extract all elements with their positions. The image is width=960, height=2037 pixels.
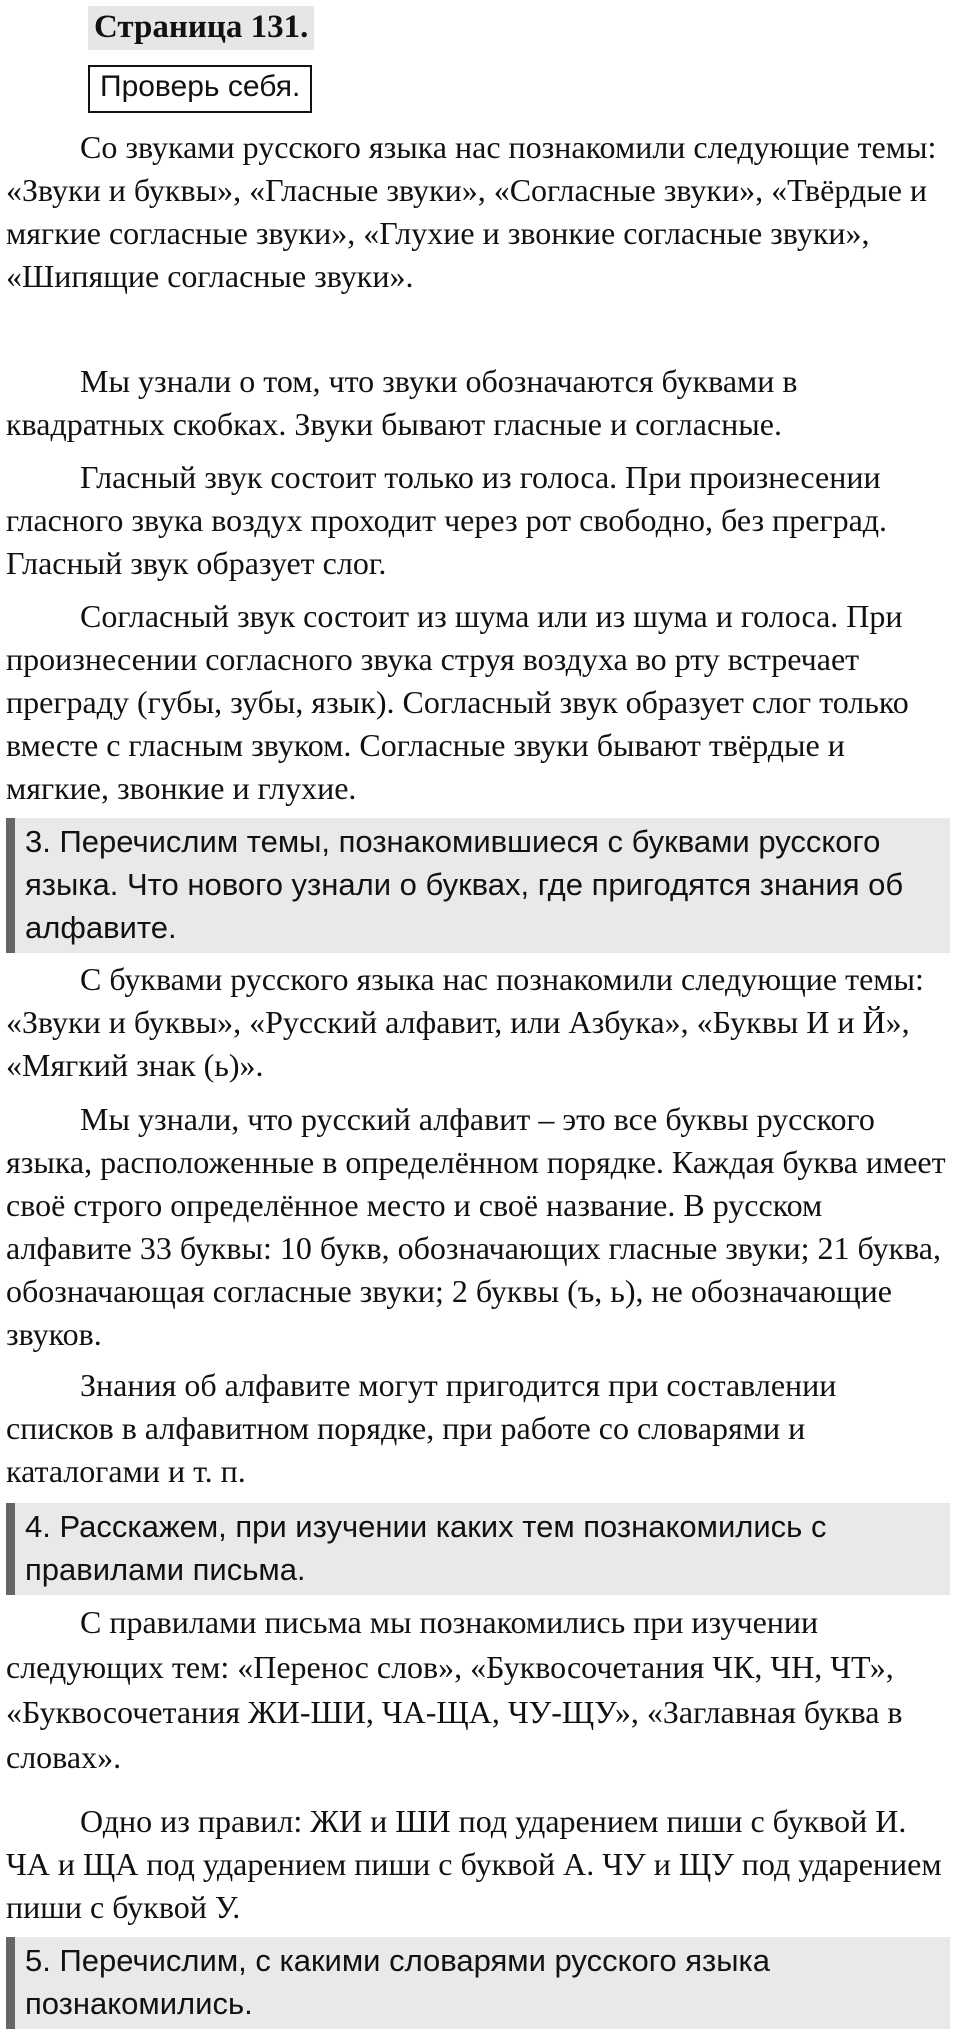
paragraph-alphabet-usage: Знания об алфавите могут пригодится при составлении списков в алфавитном порядке, при работе со словарями и каталогами и т. п. [6,1367,837,1489]
paragraph-consonant-sound: Согласный звук состоит из шума или из шума и голоса. При произнесении согласного звука струя воздуха во рту встречает преграду (губы, зубы, язык). Согласный звук образует слог только вместе с гласным звуком. Согласные звуки бывают твёрдые и мягкие, звонкие и глухие. [6,598,909,806]
paragraph-letters-topics: С буквами русского языка нас познакомили следующие темы: «Звуки и буквы», «Русский алфавит, или Азбука», «Буквы И и Й», «Мягкий знак (ь)». [6,961,924,1083]
question-box-4: 4. Расскажем, при изучении каких тем познакомились с правилами письма. [6,1503,950,1595]
paragraph-sounds-brackets: Мы узнали о том, что звуки обозначаются буквами в квадратных скобках. Звуки бывают гласные и согласные. [6,363,798,442]
page-number-heading: Страница 131. [88,6,314,50]
question-box-5: 5. Перечислим, с какими словарями русского языка познакомились. [6,1937,950,2029]
paragraph-rule-example: Одно из правил: ЖИ и ШИ под ударением пиши с буквой И. ЧА и ЩА под ударением пиши с буквой А. ЧУ и ЩУ под ударением пиши с буквой У. [6,1803,942,1925]
paragraph-vowel-sound: Гласный звук состоит только из голоса. При произнесении гласного звука воздух проходит через рот свободно, без преград. Гласный звук образует слог. [6,459,888,581]
paragraph-sounds-topics: Со звуками русского языка нас познакомили следующие темы: «Звуки и буквы», «Гласные звуки», «Согласные звуки», «Твёрдые и мягкие согласные звуки», «Глухие и звонкие согласные звуки», «Шипящие согласные звуки». [6,129,937,294]
paragraph-alphabet: Мы узнали, что русский алфавит – это все буквы русского языка, расположенные в определённом порядке. Каждая буква имеет своё строго определённое место и своё название. В русском алфавите 33 буквы: 10 букв, обозначающих гласные звуки; 21 буква, обозначающая согласные звуки; 2 буквы (ъ, ь), не обозначающие звуков. [6,1101,946,1352]
paragraph-writing-rules: С правилами письма мы познакомились при изучении следующих тем: «Перенос слов», «Буквосочетания ЧК, ЧН, ЧТ», «Буквосочетания ЖИ-ШИ, ЧА-ЩА, ЧУ-ЩУ», «Заглавная буква в словах». [6,1604,903,1775]
check-yourself-label: Проверь себя. [88,65,312,113]
question-box-3: 3. Перечислим темы, познакомившиеся с буквами русского языка. Что нового узнали о буквах, где пригодятся знания об алфавите. [6,818,950,953]
